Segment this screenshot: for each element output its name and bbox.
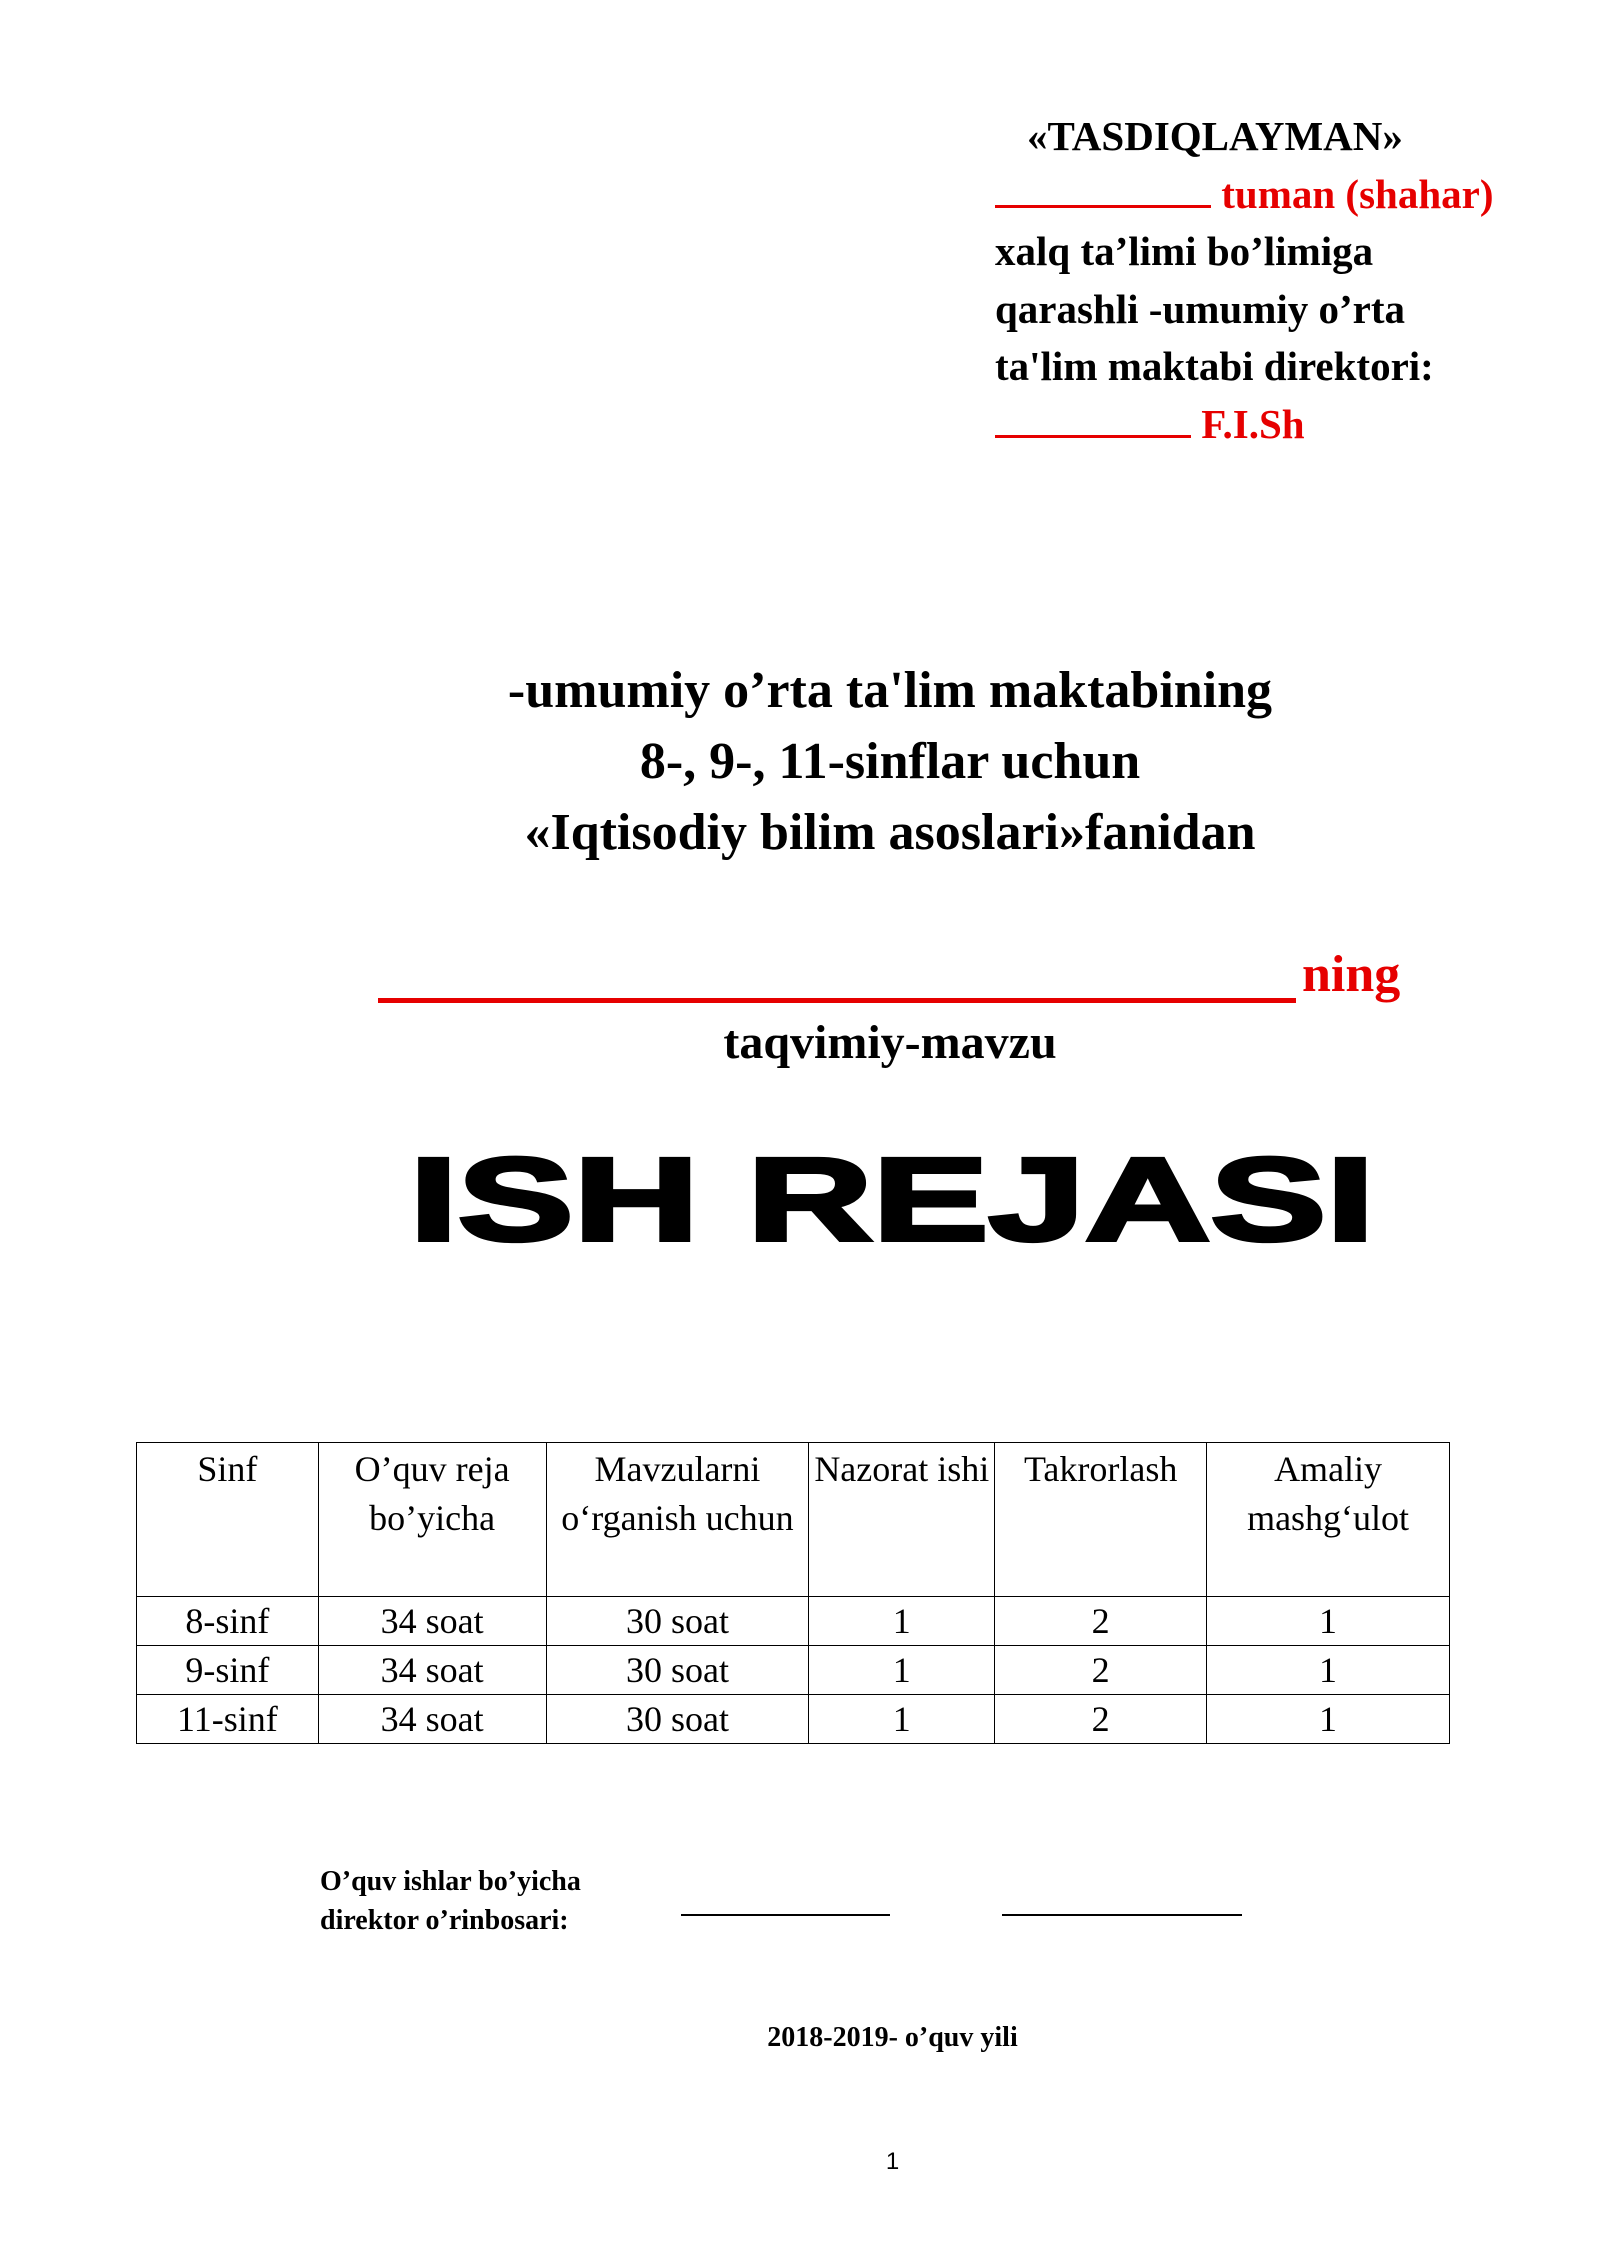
cell-amaliy: 1 [1207,1597,1450,1646]
cell-oquv-reja: 34 soat [318,1597,546,1646]
deputy-label-line-2: direktor o’rinbosari: [320,1905,569,1936]
header-mavzularni: Mavzularni o‘rganish uchun [546,1443,809,1597]
academic-year: 2018-2019- o’quv yili [767,2022,1018,2053]
title-line-1: -umumiy o’rta ta'lim maktabining [507,662,1273,719]
title-line-2: 8-, 9-, 11-sinflar uchun [639,733,1141,790]
director-name-line [995,396,1555,454]
hours-table [136,1442,1450,1744]
cell-nazorat: 1 [809,1646,995,1695]
cell-nazorat: 1 [809,1597,995,1646]
deputy-label-line-1: O’quv ishlar bo’yicha [320,1866,581,1897]
district-suffix: tuman (shahar) [1221,170,1494,217]
table-row [137,1695,1450,1744]
approval-heading: «TASDIQLAYMAN» [1027,113,1403,159]
signature-blank [681,1914,890,1916]
cell-sinf: 8-sinf [137,1597,319,1646]
cell-mavzularni: 30 soat [546,1695,809,1744]
teacher-name-suffix: ning [1302,946,1401,1003]
deputy-director-label [320,1862,581,1940]
page-number: 1 [885,2148,900,2175]
cell-nazorat: 1 [809,1695,995,1744]
header-oquv-reja: O’quv reja bo’yicha [318,1443,546,1597]
cell-oquv-reja: 34 soat [318,1695,546,1744]
cell-takrorlash: 2 [995,1597,1207,1646]
cell-mavzularni: 30 soat [546,1597,809,1646]
teacher-name-blank [378,998,1296,1003]
header-sinf: Sinf [137,1443,319,1597]
plan-subtitle: taqvimiy-mavzu [723,1016,1057,1069]
table-row [137,1646,1450,1695]
header-nazorat: Nazorat ishi [809,1443,995,1597]
director-name-placeholder: F.I.Sh [1201,400,1305,447]
header-amaliy: Amaliy mashg‘ulot [1207,1443,1450,1597]
document-title [0,655,1600,868]
cell-sinf: 11-sinf [137,1695,319,1744]
district-blank [995,179,1211,208]
cell-takrorlash: 2 [995,1646,1207,1695]
approval-block [995,108,1555,453]
approval-line-4: ta'lim maktabi direktori: [995,343,1434,389]
cell-takrorlash: 2 [995,1695,1207,1744]
cell-oquv-reja: 34 soat [318,1646,546,1695]
deputy-name-blank [1002,1914,1242,1916]
work-plan-title-art [405,1130,1380,1265]
table-header-row [137,1443,1450,1597]
approval-line-3: qarashli -umumiy o’rta [995,285,1405,332]
cell-amaliy: 1 [1207,1646,1450,1695]
header-takrorlash: Takrorlash [995,1443,1207,1597]
director-name-blank [995,409,1191,438]
cell-mavzularni: 30 soat [546,1646,809,1695]
approval-line-2: xalq ta’limi bo’limiga [995,228,1374,274]
work-plan-title [405,1130,1380,1265]
cell-sinf: 9-sinf [137,1646,319,1695]
district-line [995,166,1555,224]
table-row [137,1597,1450,1646]
cell-amaliy: 1 [1207,1695,1450,1744]
title-line-3: «Iqtisodiy bilim asoslari»fanidan [524,804,1256,861]
work-plan-title-text: ISH REJASI [409,1134,1375,1265]
